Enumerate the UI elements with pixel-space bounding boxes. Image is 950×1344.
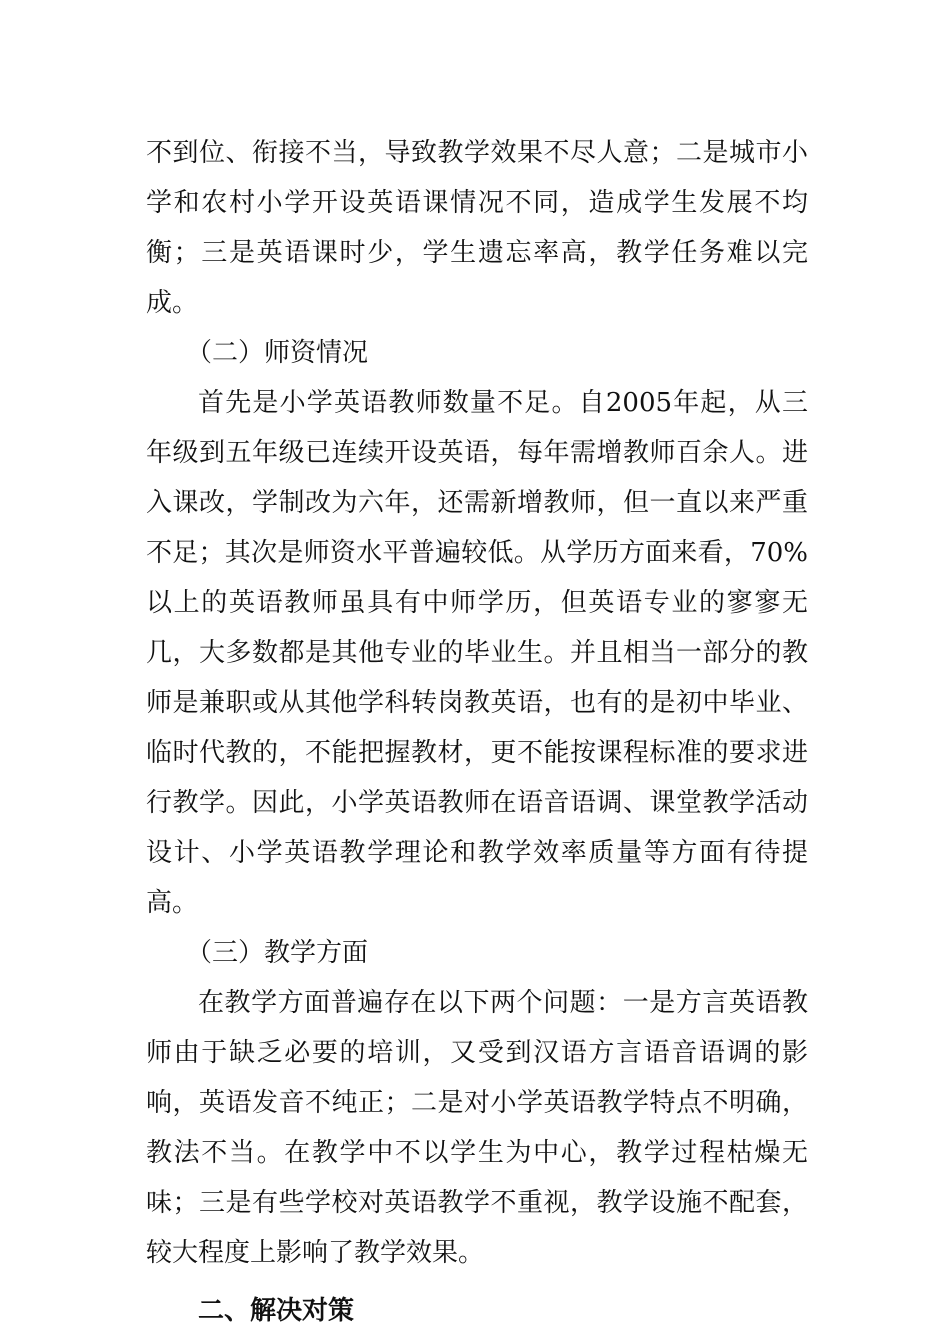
section-heading-solutions: 二、解决对策 (198, 1296, 355, 1326)
subheading-teachers: （二）师资情况 (186, 338, 369, 368)
subheading-teaching: （三）教学方面 (186, 938, 369, 968)
paragraph-continuation: 不到位、衔接不当，导致教学效果不尽人意；二是城市小学和农村小学开设英语课情况不同，造成学生发展不均衡；三是英语课时少，学生遗忘率高，教学任务难以完成。 (146, 138, 808, 318)
paragraph-teachers: 首先是小学英语教师数量不足。自2005年起，从三年级到五年级已连续开设英语，每年需增教师百余人。进入课改，学制改为六年，还需新增教师，但一直以来严重不足；其次是师资水平普遍较低。从学历方面来看，70%以上的英语教师虽具有中师学历，但英语专业的寥寥无几，大多数都是其他专业的毕业生。并且相当一部分的教师是兼职或从其他学科转岗教英语，也有的是初中毕业、临时代教的，不能把握教材，更不能按课程标准的要求进行教学。因此，小学英语教师在语音语调、课堂教学活动设计、小学英语教学理论和教学效率质量等方面有待提高。 (146, 388, 808, 918)
paragraph-teaching: 在教学方面普遍存在以下两个问题：一是方言英语教师由于缺乏必要的培训，又受到汉语方言语音语调的影响，英语发音不纯正；二是对小学英语教学特点不明确，教法不当。在教学中不以学生为中心，教学过程枯燥无味；三是有些学校对英语教学不重视，教学设施不配套，较大程度上影响了教学效果。 (146, 988, 808, 1268)
document-body (146, 128, 808, 1336)
